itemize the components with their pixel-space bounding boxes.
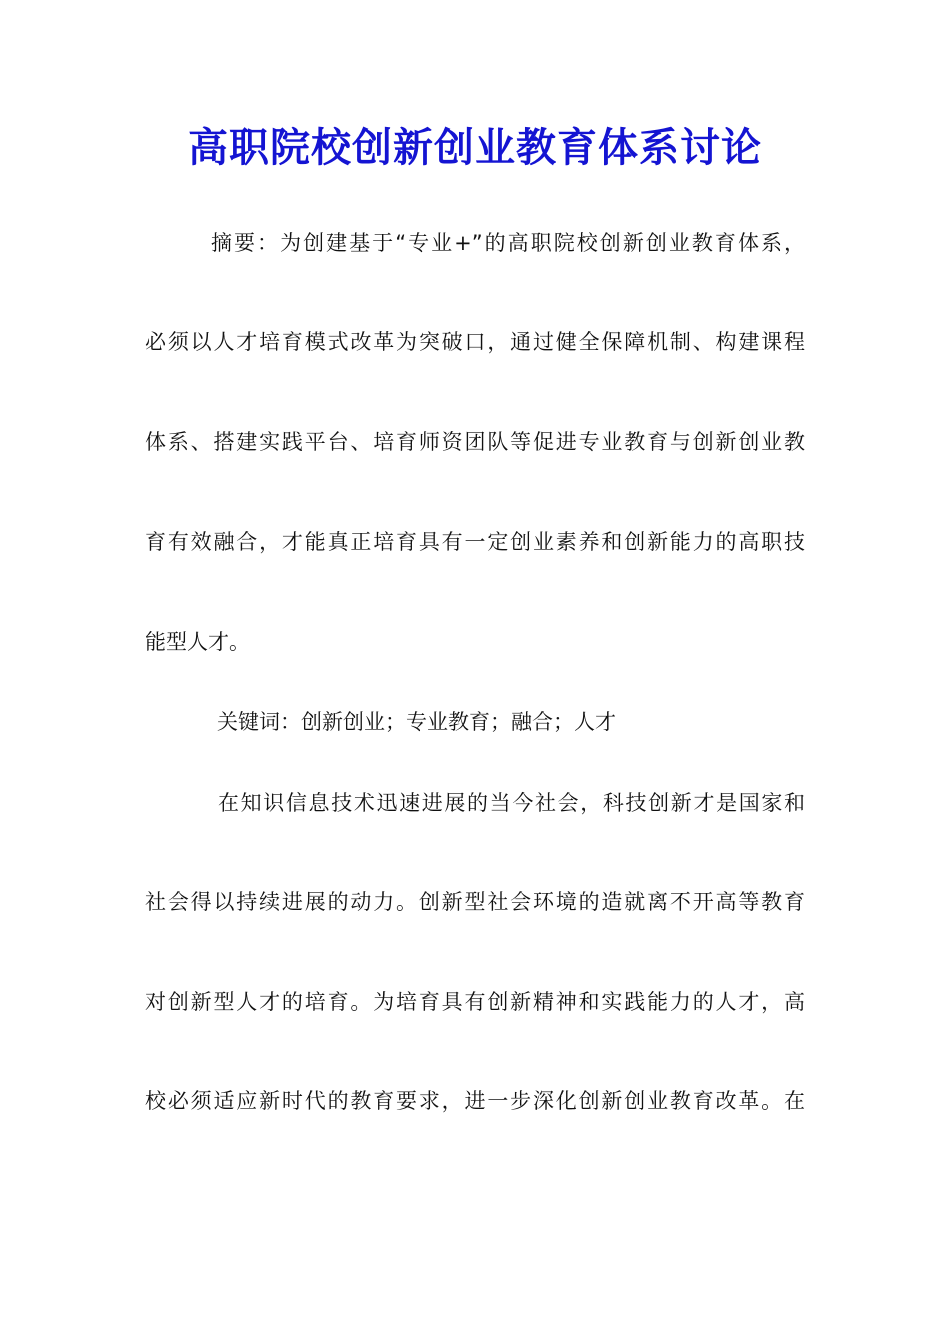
abstract-line: 必须以人才培育模式改革为突破口，通过健全保障机制、构建课程 (145, 330, 805, 354)
abstract-line: 摘要：为创建基于“专业+”的高职院校创新创业教育体系， (211, 231, 805, 255)
document-title: 高职院校创新创业教育体系讨论 (188, 124, 762, 171)
body-line: 在知识信息技术迅速进展的当今社会，科技创新才是国家和 (218, 791, 805, 815)
body-line: 校必须适应新时代的教育要求，进一步深化创新创业教育改革。在 (145, 1089, 805, 1113)
body-line: 对创新型人才的培育。为培育具有创新精神和实践能力的人才，高 (145, 990, 805, 1014)
abstract-line: 育有效融合，才能真正培育具有一定创业素养和创新能力的高职技 (145, 530, 805, 554)
body-line: 社会得以持续进展的动力。创新型社会环境的造就离不开高等教育 (145, 890, 805, 914)
abstract-line: 能型人才。 (145, 630, 250, 654)
abstract-line: 体系、搭建实践平台、培育师资团队等促进专业教育与创新创业教 (145, 430, 805, 454)
keywords-line: 关键词：创新创业；专业教育；融合；人才 (217, 710, 616, 734)
